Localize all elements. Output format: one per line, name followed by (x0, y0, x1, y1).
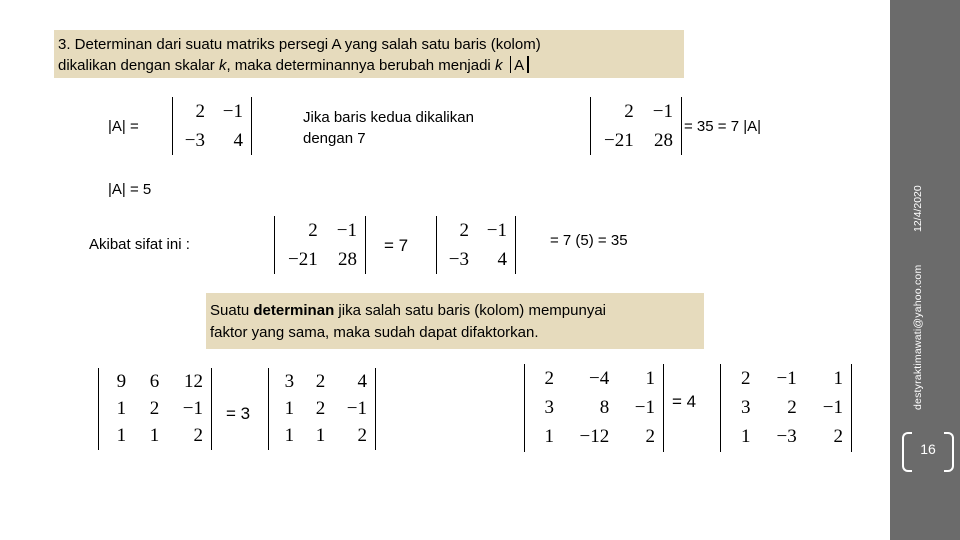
matrix-entry: 9 (116, 370, 127, 392)
matrix-entry: 2 (645, 426, 655, 448)
matrix-entry: 8 (599, 396, 610, 418)
matrix-entry: 28 (654, 129, 673, 151)
matrix-f (524, 364, 664, 452)
matrix-entry: 1 (284, 397, 295, 419)
note-line-1: Suatu determinan jika salah satu baris (kolom) mempunyai (210, 302, 607, 319)
matrix-entry: 2 (787, 396, 797, 418)
equals-4: = 4 (672, 392, 697, 411)
matrix-entry: 2 (193, 425, 203, 447)
matrix-entry: 28 (338, 248, 357, 270)
matrix-entry: 2 (544, 367, 555, 389)
matrix-entry: 1 (544, 426, 555, 448)
matrix-entry: −21 (604, 129, 634, 151)
matrix-entry: −1 (222, 100, 243, 122)
dengan-text: dengan 7 (303, 130, 366, 147)
matrix-entry: −1 (652, 100, 673, 122)
matrix-d (98, 368, 212, 450)
equals-7: = 7 (384, 236, 409, 255)
matrix-entry: −3 (184, 129, 205, 151)
matrix-entry: −1 (634, 396, 655, 418)
matrix-entry: −1 (776, 367, 797, 389)
matrix-entry: −1 (336, 219, 357, 241)
matrix-entry: 2 (357, 425, 367, 447)
akibat-text: Akibat sifat ini : (89, 236, 190, 253)
note-line-2: faktor yang sama, maka sudah dapat difaktorkan. (210, 324, 539, 341)
matrix-entry: −3 (448, 248, 469, 270)
title-line-1: 3. Determinan dari suatu matriks persegi A yang salah satu baris (kolom) (58, 36, 541, 53)
matrix-entry: 2 (308, 219, 318, 241)
matrix-entry: −3 (776, 426, 797, 448)
title-box (54, 30, 684, 78)
matrix-entry: 1 (741, 426, 751, 448)
matrix-entry: 2 (741, 367, 751, 389)
matrix-entry: 1 (284, 425, 295, 447)
abs-a-equals-5: |A| = 5 (108, 181, 152, 198)
matrix-entry: 2 (315, 370, 326, 392)
matrix-entry: 4 (497, 248, 507, 270)
matrix-entry: 2 (149, 397, 160, 419)
matrix-g (720, 364, 852, 452)
matrix-b (274, 216, 366, 274)
equals-3: = 3 (226, 404, 251, 423)
matrix-entry: 1 (116, 425, 127, 447)
title-line-2: dikalikan dengan skalar k, maka determinannya berubah menjadi k A (58, 56, 532, 74)
author-email: destyraktimawati@yahoo.com (912, 264, 924, 410)
matrix-entry: 3 (741, 396, 751, 418)
matrix-entry: 2 (624, 100, 634, 122)
matrix-entry: 1 (149, 425, 160, 447)
abs-a-label: |A| = (108, 118, 139, 135)
note-box (206, 293, 704, 349)
matrix-entry: 3 (544, 396, 555, 418)
matrix-e (268, 368, 376, 450)
matrix-entry: 1 (833, 367, 843, 389)
matrix-entry: 12 (184, 370, 203, 392)
matrix-entry: −12 (579, 426, 610, 448)
matrix-a-row2-times-7 (590, 97, 682, 155)
matrix-entry: 1 (645, 367, 655, 389)
matrix-entry: 1 (315, 425, 326, 447)
result-2: = 7 (5) = 35 (550, 232, 628, 249)
matrix-entry: 4 (357, 370, 367, 392)
matrix-c (436, 216, 516, 274)
matrix-entry: −1 (182, 397, 203, 419)
jika-text: Jika baris kedua dikalikan (303, 109, 474, 126)
page-number: 16 (920, 441, 936, 457)
matrix-a (172, 97, 252, 155)
matrix-entry: −1 (486, 219, 507, 241)
slide-date: 12/4/2020 (912, 185, 924, 232)
matrix-entry: −21 (288, 248, 318, 270)
matrix-entry: 2 (459, 219, 469, 241)
matrix-entry: 3 (284, 370, 295, 392)
matrix-entry: 6 (149, 370, 160, 392)
matrix-entry: 4 (233, 129, 243, 151)
matrix-entry: 2 (833, 426, 843, 448)
matrix-entry: −1 (822, 396, 843, 418)
matrix-entry: 2 (195, 100, 205, 122)
matrix-entry: 1 (116, 397, 127, 419)
result-1: = 35 = 7 |A| (684, 118, 762, 135)
matrix-entry: −1 (346, 397, 367, 419)
matrix-entry: −4 (589, 367, 610, 389)
matrix-entry: 2 (315, 397, 326, 419)
